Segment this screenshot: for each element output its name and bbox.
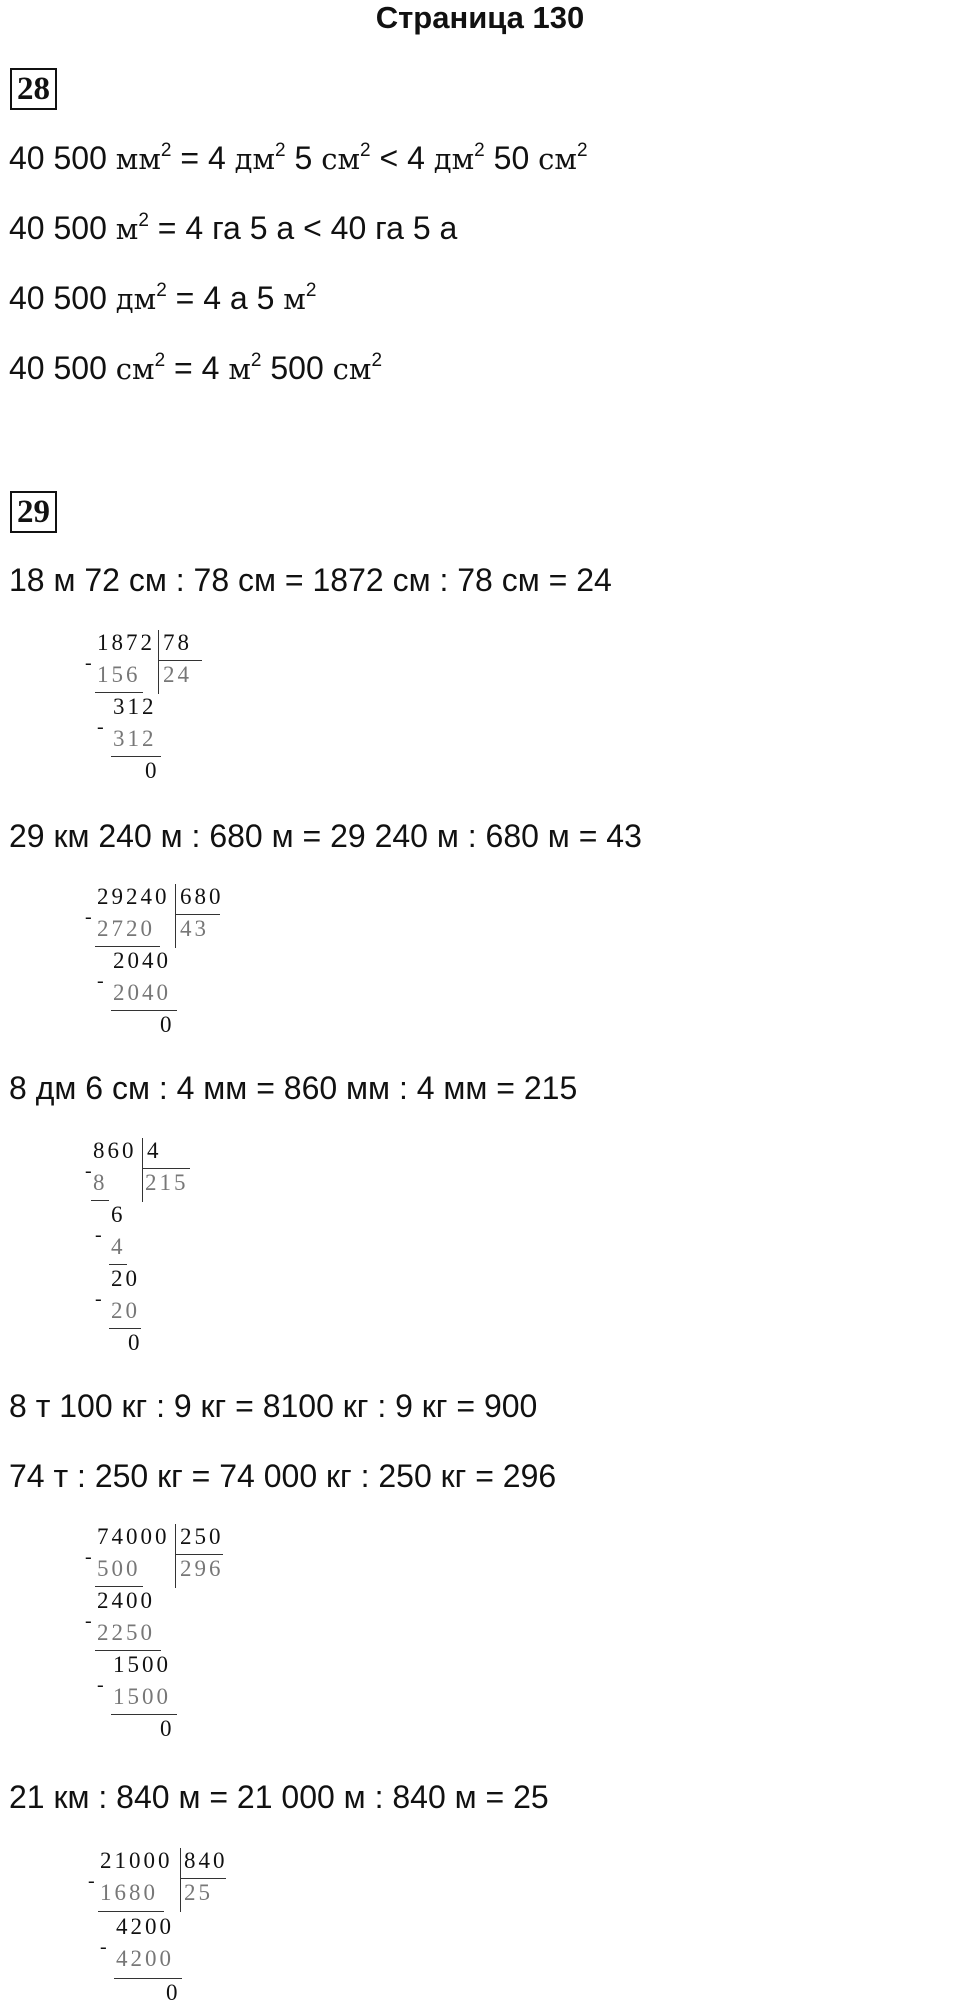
subtrahend: 156 [97, 662, 141, 687]
subtrahend: 500 [97, 1556, 141, 1581]
remainder-final: 0 [160, 1012, 175, 1037]
ex29-equation-1: 18 м 72 см : 78 см = 1872 см : 78 см = 24 [9, 562, 612, 598]
minus-sign: - [95, 1224, 105, 1246]
minus-sign: - [85, 1546, 95, 1568]
remainder-final: 0 [128, 1330, 143, 1355]
subtrahend: 2720 [97, 916, 155, 941]
dividend: 29240 [97, 884, 170, 909]
dividend: 860 [93, 1138, 137, 1163]
ex28-line-4: 40 500 $см^2 = 4$ $м^2$ 500 $см^2$ [9, 350, 383, 386]
quotient: 25 [184, 1880, 213, 1905]
minus-sign: - [88, 1870, 98, 1892]
remainder-final: 0 [166, 1980, 181, 2005]
minus-sign: - [85, 1160, 95, 1182]
long-division-6 [88, 1848, 248, 2013]
remainder: 1500 [113, 1652, 171, 1677]
quotient: 24 [163, 662, 192, 687]
page-title: Страница 130 [375, 0, 585, 35]
minus-sign: - [97, 716, 107, 738]
divisor: 78 [163, 630, 192, 655]
ex29-equation-3: 8 дм 6 см : 4 мм = 860 мм : 4 мм = 215 [9, 1070, 578, 1106]
remainder-final: 0 [145, 758, 160, 783]
minus-sign: - [85, 1610, 95, 1632]
remainder: 4200 [116, 1914, 174, 1939]
subtrahend: 8 [93, 1170, 108, 1195]
subtrahend: 2040 [113, 980, 171, 1005]
remainder: 6 [111, 1202, 126, 1227]
subtrahend: 1680 [100, 1880, 158, 1905]
remainder: 2040 [113, 948, 171, 973]
dividend: 21000 [100, 1848, 173, 1873]
divisor: 4 [147, 1138, 162, 1163]
divisor: 840 [184, 1848, 228, 1873]
minus-sign: - [85, 906, 95, 928]
quotient: 215 [145, 1170, 189, 1195]
divisor: 250 [180, 1524, 224, 1549]
dividend: 74000 [97, 1524, 170, 1549]
subtrahend: 1500 [113, 1684, 171, 1709]
quotient: 43 [180, 916, 209, 941]
quotient: 296 [180, 1556, 224, 1581]
ex29-equation-6: 21 км : 840 м = 21 000 м : 840 м = 25 [9, 1779, 549, 1815]
minus-sign: - [97, 1674, 107, 1696]
remainder: 312 [113, 694, 157, 719]
divisor: 680 [180, 884, 224, 909]
subtrahend: 4200 [116, 1946, 174, 1971]
subtrahend: 312 [113, 726, 157, 751]
ex28-line-1: 40 500 $мм^2 = 4$ $дм^2$ 5 $см^2 < 4$ $дм^2$ 50 $см^2$ [9, 140, 588, 176]
subtrahend: 20 [111, 1298, 140, 1323]
ex29-equation-4: 8 т 100 кг : 9 кг = 8100 кг : 9 кг = 900 [9, 1388, 538, 1424]
minus-sign: - [100, 1936, 110, 1958]
remainder: 20 [111, 1266, 140, 1291]
minus-sign: - [97, 970, 107, 992]
dividend: 1872 [97, 630, 155, 655]
remainder-final: 0 [160, 1716, 175, 1741]
long-division-1 [85, 630, 225, 790]
long-division-5 [85, 1524, 245, 1754]
ex29-equation-2: 29 км 240 м : 680 м = 29 240 м : 680 м = 43 [9, 818, 642, 854]
long-division-3 [85, 1138, 225, 1368]
long-division-2 [85, 884, 245, 1044]
minus-sign: - [95, 1288, 105, 1310]
minus-sign: - [85, 652, 95, 674]
subtrahend: 2250 [97, 1620, 155, 1645]
ex29-equation-5: 74 т : 250 кг = 74 000 кг : 250 кг = 296 [9, 1458, 557, 1494]
remainder: 2400 [97, 1588, 155, 1613]
ex28-line-3: 40 500 $дм^2 = 4$ а 5 $м^2$ [9, 280, 317, 316]
subtrahend: 4 [111, 1234, 126, 1259]
ex28-line-2: 40 500 $м^2 = 4$ га 5 а < 40 га 5 а [9, 210, 458, 246]
exercise-number-28: 28 [10, 68, 57, 110]
exercise-number-29: 29 [10, 491, 57, 533]
